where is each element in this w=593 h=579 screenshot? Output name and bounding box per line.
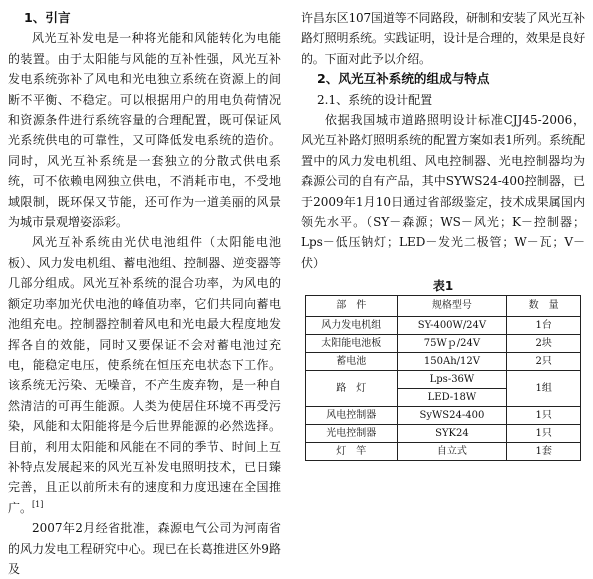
header-spec: 规格型号 bbox=[397, 296, 507, 317]
cell-quantity: 2块 bbox=[507, 335, 581, 353]
header-component: 部 件 bbox=[306, 296, 398, 317]
table-row bbox=[306, 335, 581, 353]
paragraph-configuration: 依据我国城市道路照明设计标准CJJ45-2006，风光互补路灯照明系统的配置方案如表1所列。系统配置中的风力发电机组、风电控制器、光电控制器均为森源公司的自有产品，其中SYWS24-400控制器，已于2009年1月10日通过省部级鉴定，技术成果属国内领先水平。（SY－森源；WS－风光；K－控制器；Lps－低压钠灯；LED－发光二极管；W－瓦；V－伏） bbox=[301, 113, 585, 270]
table-row bbox=[306, 443, 581, 461]
cell-component: 灯 竿 bbox=[306, 443, 398, 461]
table-row bbox=[306, 425, 581, 443]
cell-component: 风力发电机组 bbox=[306, 317, 398, 335]
table-row bbox=[306, 371, 581, 389]
cell-quantity: 2只 bbox=[507, 353, 581, 371]
cell-spec: Lps-36W bbox=[397, 371, 507, 389]
cell-spec: SYK24 bbox=[397, 425, 507, 443]
cell-spec: 150Ah/12V bbox=[397, 353, 507, 371]
section-1-heading: 1、引言 bbox=[24, 10, 71, 25]
configuration-table bbox=[305, 295, 581, 461]
cell-component: 太阳能电池板 bbox=[306, 335, 398, 353]
cell-component: 风电控制器 bbox=[306, 407, 398, 425]
cell-quantity: 1套 bbox=[507, 443, 581, 461]
section-2-heading: 2、风光互补系统的组成与特点 bbox=[317, 71, 490, 87]
paragraph-intro-2 bbox=[8, 232, 281, 518]
cell-quantity: 1台 bbox=[507, 317, 581, 335]
cell-spec: 75Wｐ/24V bbox=[397, 335, 507, 353]
paragraph-intro-3-continued: 许昌东区107国道等不同路段，研制和安装了风光互补路灯照明系统。实践证明，设计是合理的，效果是良好的。下面对此予以介绍。 bbox=[301, 11, 585, 66]
cell-quantity: 1只 bbox=[507, 425, 581, 443]
cell-spec: LED-18W bbox=[397, 389, 507, 407]
right-column bbox=[301, 8, 585, 461]
table-caption: 表1 bbox=[432, 279, 454, 294]
table-row bbox=[306, 407, 581, 425]
paragraph-intro-2-text: 风光互补系统由光伏电池组件（太阳能电池板）、风力发电机组、蓄电池组、控制器、逆变器等几部分组成。风光互补系统的混合功率，为风电的额定功率加光伏电池的峰值功率，它们共同向蓄电池组充电。控制器控制着风电和光电最大程度地发挥各自的效能，同时又要保证不会对蓄电池过充电，能稳定电压，使系统在恒压充电状态下工作。该系统无污染、无噪音，不产生废弃物，是一种自然清洁的可再生能源。人类为使居住环境不再受污染，风能和太阳能将是今后世界能源的必然选择。目前，利用太阳能和风能在不同的季节、时间上互补特点发展起来的风光互补发电照明技术，已日臻完善，且正以前所未有的速度和力度迅速在全国推广。 bbox=[8, 235, 281, 515]
header-quantity: 数 量 bbox=[507, 296, 581, 317]
cell-quantity: 1只 bbox=[507, 407, 581, 425]
paragraph-intro-1: 风光互补发电是一种将光能和风能转化为电能的装置。由于太阳能与风能的互补性强，风光互补发电系统弥补了风电和光电独立系统在资源上的间断不平衡、不稳定。可以根据用户的用电负荷情况和资源条件进行系统容量的合理配置，既可保证风光系统供电的可靠性，又可降低发电系统的造价。同时，风光互补系统是一套独立的分散式供电系统，可不依赖电网独立供电，不消耗市电，不受地域限制，既环保又节能，还可作为一道美丽的风景为城市景观增姿添彩。 bbox=[8, 31, 281, 230]
cell-spec: SY-400W/24V bbox=[397, 317, 507, 335]
cell-component: 路 灯 bbox=[306, 371, 398, 407]
cell-quantity: 1组 bbox=[507, 371, 581, 407]
table-header-row bbox=[306, 296, 581, 317]
cell-component: 蓄电池 bbox=[306, 353, 398, 371]
left-column bbox=[8, 8, 281, 579]
table-row bbox=[306, 317, 581, 335]
paragraph-intro-3: 2007年2月经省批准，森源电气公司为河南省的风力发电工程研究中心。现已在长葛推进区外9路及 bbox=[8, 521, 281, 576]
cell-spec: SyWS24-400 bbox=[397, 407, 507, 425]
cell-component: 光电控制器 bbox=[306, 425, 398, 443]
cell-spec: 自立式 bbox=[397, 443, 507, 461]
reference-marker: [1] bbox=[32, 499, 44, 509]
table-row bbox=[306, 353, 581, 371]
subsection-2-1-heading: 2.1、系统的设计配置 bbox=[317, 92, 433, 107]
